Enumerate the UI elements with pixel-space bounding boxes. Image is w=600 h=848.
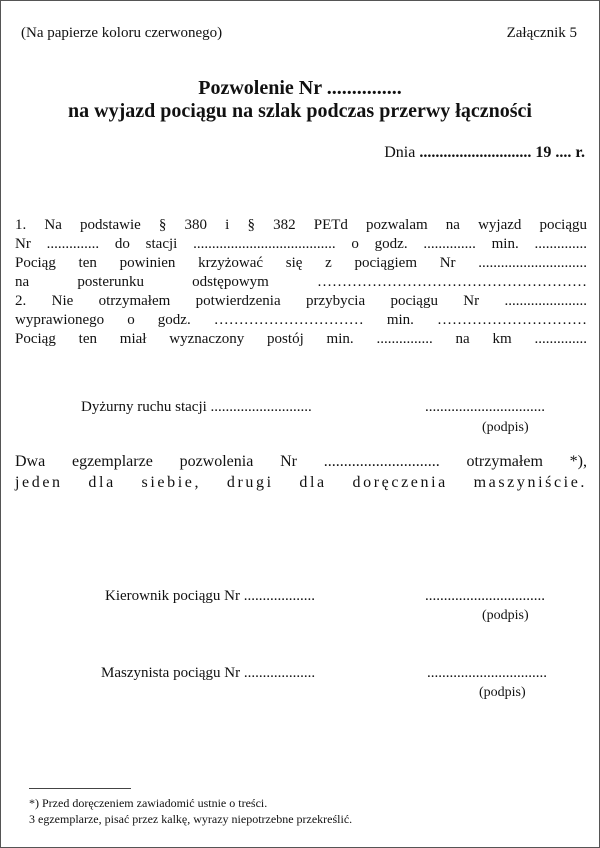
dispatcher-sign-dots: ................................ xyxy=(425,399,545,415)
dispatcher-podpis: (podpis) xyxy=(482,420,529,435)
date-line xyxy=(384,144,585,162)
dispatcher-label: Dyżurny ruchu stacji xyxy=(81,399,207,415)
date-year: 19 .... r. xyxy=(535,144,585,161)
footnote-1: *) Przed doręczeniem zawiadomić ustnie o treści. xyxy=(29,796,268,810)
footnote-2: 3 egzemplarze, pisać przez kalkę, wyrazy niepotrzebne przekreślić. xyxy=(29,812,353,826)
copies-line-2: jeden dla siebie, drugi dla doręczenia maszyniście. xyxy=(15,474,587,491)
copies-line-1: Dwa egzemplarze pozwolenia Nr ............................. otrzymałem *), xyxy=(15,453,587,470)
body-line-2: Nr .............. do stacji ...................................... o godz. .............. min. .............. xyxy=(15,236,587,252)
body-line-6: wyprawionego o godz. ………………………… min. ………………………… xyxy=(15,312,587,328)
dispatcher-dots: ........................... xyxy=(210,399,312,415)
date-prefix: Dnia xyxy=(384,144,416,161)
footnote-divider xyxy=(29,788,131,789)
body-line-5: 2. Nie otrzymałem potwierdzenia przybycia pociągu Nr ...................... xyxy=(15,293,587,309)
body-line-1: 1. Na podstawie § 380 i § 382 PETd pozwalam na wyjazd pociągu xyxy=(15,217,587,233)
driver-sign-dots: ................................ xyxy=(427,665,547,681)
dispatcher-signature-line xyxy=(81,399,312,416)
copies-statement xyxy=(15,451,587,493)
body-line-4: na posterunku odstępowym ……………………………………………… xyxy=(15,274,587,290)
date-dots: ............................ xyxy=(419,144,532,161)
body-line-3: Pociąg ten powinien krzyżować się z pociągiem Nr ............................. xyxy=(15,255,587,271)
train-manager-label: Kierownik pociągu Nr ................... xyxy=(105,588,315,604)
train-manager-podpis: (podpis) xyxy=(482,608,529,623)
driver-podpis: (podpis) xyxy=(479,685,526,700)
body-line-7: Pociąg ten miał wyznaczony postój min. ............... na km .............. xyxy=(15,331,587,347)
train-manager-sign-dots: ................................ xyxy=(425,588,545,604)
permit-body xyxy=(15,216,587,349)
permit-subtitle: na wyjazd pociągu na szlak podczas przerwy łączności xyxy=(68,100,532,122)
permit-title: Pozwolenie Nr ............... xyxy=(198,77,402,99)
annex-label: Załącznik 5 xyxy=(506,25,577,41)
paper-color-note: (Na papierze koloru czerwonego) xyxy=(21,25,223,41)
driver-label: Maszynista pociągu Nr ................... xyxy=(101,665,316,681)
